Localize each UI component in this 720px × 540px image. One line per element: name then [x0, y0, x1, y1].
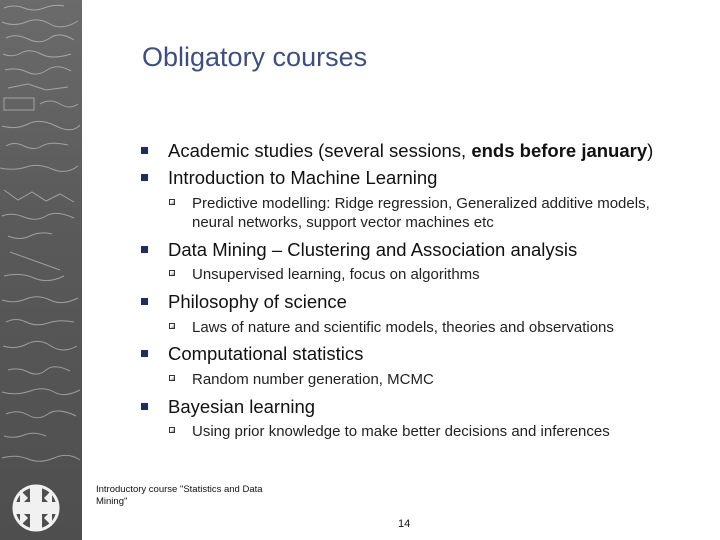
sub-bullet-text: Using prior knowledge to make better decisions and inferences — [192, 423, 610, 440]
square-bullet-icon — [141, 298, 148, 305]
checkbox-bullet-icon — [169, 323, 175, 329]
footer-course-label: Introductory course "Statistics and Data Mining" — [96, 484, 263, 507]
square-bullet-icon — [141, 403, 148, 410]
slide-title: Obligatory courses — [142, 42, 368, 72]
sub-bullet-text: Unsupervised learning, focus on algorithms — [192, 266, 480, 283]
sub-bullet-predictive-modelling — [192, 194, 692, 232]
bullet-text: Bayesian learning — [168, 396, 316, 417]
bullet-text: Philosophy of science — [168, 291, 347, 312]
sub-bullet-text: Laws of nature and scientific models, theories and observations — [192, 319, 614, 336]
bullet-academic-studies — [168, 140, 653, 162]
chalkboard-sidebar — [0, 0, 82, 540]
bullet-text: Data Mining – Clustering and Association analysis — [168, 239, 578, 260]
bullet-philosophy-of-science — [168, 291, 347, 313]
sub-bullet-random-number-generation — [192, 370, 692, 389]
checkbox-bullet-icon — [169, 427, 175, 433]
bullet-data-mining — [168, 239, 577, 261]
sub-bullet-laws-of-nature — [192, 318, 692, 337]
square-bullet-icon — [141, 147, 148, 154]
bullet-text-post: ) — [647, 140, 654, 161]
sub-bullet-text: Random number generation, MCMC — [192, 371, 434, 388]
checkbox-bullet-icon — [169, 270, 175, 276]
square-bullet-icon — [141, 174, 148, 181]
square-bullet-icon — [141, 350, 148, 357]
bullet-text-bold: ends before january — [471, 140, 648, 161]
checkbox-bullet-icon — [169, 375, 175, 381]
page-number: 14 — [398, 518, 411, 530]
bullet-bayesian-learning — [168, 396, 315, 418]
bullet-intro-machine-learning — [168, 167, 437, 189]
sub-bullet-unsupervised-learning — [192, 265, 692, 284]
bullet-text: Introduction to Machine Learning — [168, 167, 438, 188]
sub-bullet-text: Predictive modelling: Ridge regression, Generalized additive models, neural networks, support vector machines etc — [192, 195, 650, 231]
checkbox-bullet-icon — [169, 199, 175, 205]
bullet-computational-statistics — [168, 343, 363, 365]
sub-bullet-prior-knowledge — [192, 422, 692, 441]
chalk-scribbles-decoration — [0, 0, 82, 540]
bullet-text: Computational statistics — [168, 343, 364, 364]
bullet-text-pre: Academic studies (several sessions, — [168, 140, 472, 161]
square-bullet-icon — [141, 246, 148, 253]
